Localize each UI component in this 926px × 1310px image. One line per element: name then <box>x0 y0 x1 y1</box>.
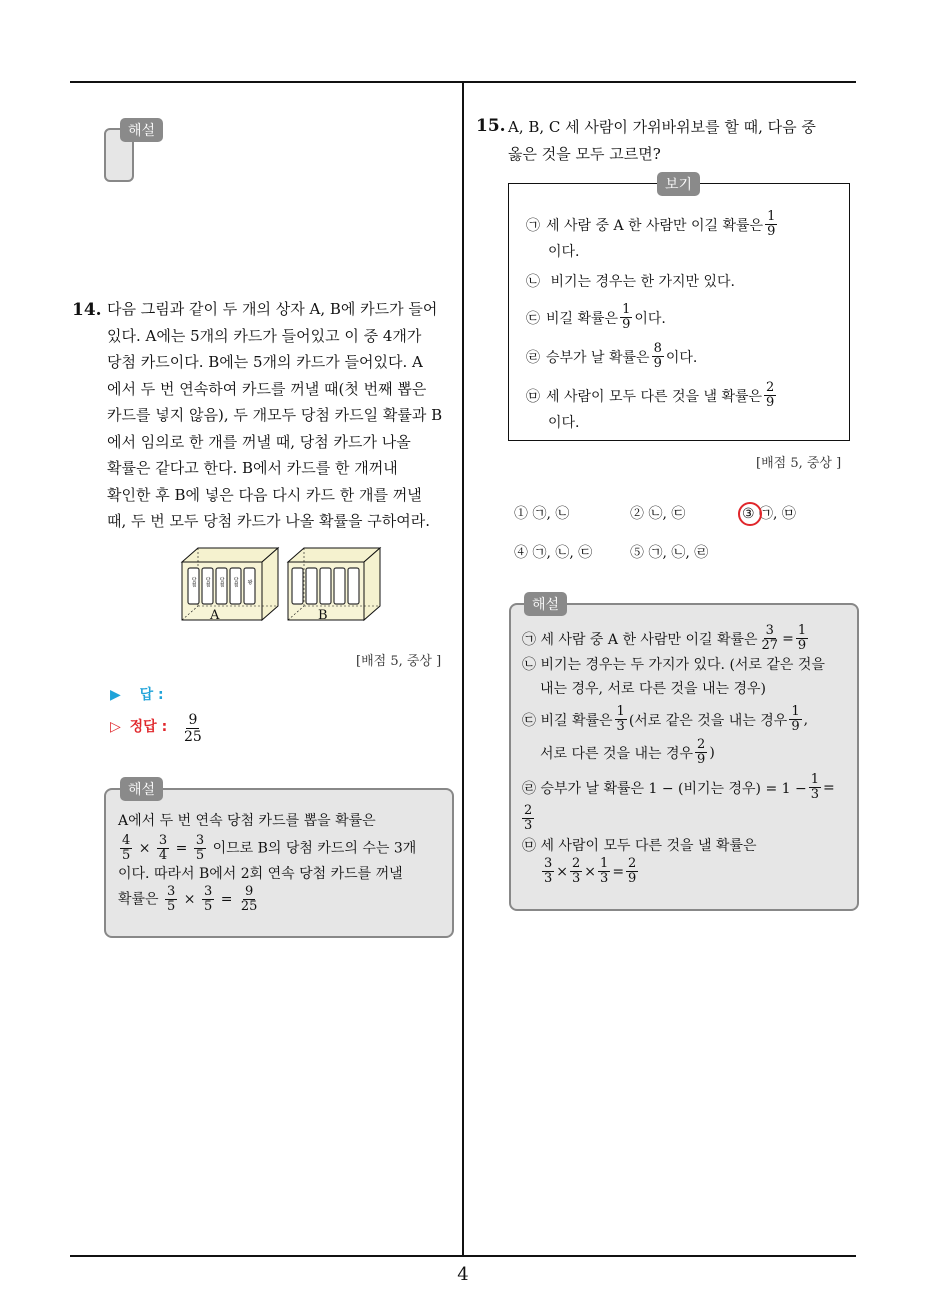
frac-num: 3 <box>158 833 168 848</box>
frac-den: 4 <box>158 848 168 863</box>
frac-num: 3 <box>195 833 205 848</box>
question-14-score: [배점 5, 중상 ] <box>356 654 442 669</box>
frac-num: 1 <box>622 302 631 317</box>
frac-den: 5 <box>195 848 205 863</box>
item-end: 이다. <box>665 349 698 366</box>
explain-c-text: ㉢ 비길 확률은 <box>522 712 613 729</box>
explain-a <box>522 624 852 653</box>
frac-den: 5 <box>167 899 176 914</box>
frac-den: 3 <box>544 871 553 886</box>
item-e-end: 이다. <box>548 415 580 431</box>
explain-e-formula <box>540 857 852 886</box>
frac-num: 1 <box>600 856 609 871</box>
times-sign: × <box>556 863 569 880</box>
choice-5[interactable]: ⑤ ㉠, ㉡, ㉣ <box>630 545 709 561</box>
explain-line-2 <box>118 834 448 863</box>
question-15-line-1: A, B, C 세 사람이 가위바위보를 할 때, 다음 중 <box>508 118 816 136</box>
explain-d-result <box>522 804 852 833</box>
example-item-d <box>526 342 842 371</box>
question-14-explain-tag: 해설 <box>120 777 163 801</box>
question-14-line: 확률은 같다고 한다. B에서 카드를 한 개꺼내 <box>107 459 398 477</box>
item-text: 세 사람 중 A 한 사람만 이길 확률은 <box>546 217 764 234</box>
frac-num: 3 <box>544 856 553 871</box>
item-end: 이다. <box>634 310 666 327</box>
example-box-tag: 보기 <box>657 172 700 196</box>
play-icon: ▶ <box>110 687 121 703</box>
page-number: 4 <box>457 1264 469 1285</box>
prev-explain-tag: 해설 <box>120 118 163 142</box>
explain-d <box>522 773 852 802</box>
card <box>334 568 345 604</box>
selected-mark <box>742 506 755 522</box>
frac-den: 9 <box>622 317 631 332</box>
close-paren: ) <box>709 744 715 761</box>
choice-2[interactable]: ② ㉡, ㉢ <box>630 506 686 522</box>
equals-sign: = <box>612 863 625 880</box>
example-item-c <box>526 303 842 332</box>
correct-answer-fraction <box>180 712 206 745</box>
explain-line-4 <box>118 885 448 914</box>
explain-line-3: 이다. 따라서 B에서 2회 연속 당첨 카드를 꺼낼 <box>118 866 403 882</box>
card-label: 꽝 <box>246 579 253 585</box>
question-15-explain-tag: 해설 <box>524 592 567 616</box>
answer-row <box>110 684 164 704</box>
question-14-line: 당첨 카드이다. B에는 5개의 카드가 들어있다. A <box>107 353 423 371</box>
card <box>306 568 317 604</box>
frac-den: 5 <box>203 899 213 914</box>
choice-3[interactable] <box>742 503 796 523</box>
card <box>348 568 359 604</box>
times-sign: × <box>138 840 151 857</box>
frac-num: 1 <box>810 772 820 787</box>
explain-line-4-text: 확률은 <box>118 891 159 908</box>
example-items <box>526 210 842 432</box>
correct-label: 정답 : <box>129 719 168 735</box>
frac-num: 2 <box>524 803 533 818</box>
card <box>320 568 331 604</box>
example-item-a <box>526 210 842 239</box>
choice-3-number: ③ <box>742 506 755 522</box>
card <box>292 568 303 604</box>
column-divider <box>462 82 464 1257</box>
question-15-line-2: 옳은 것을 모두 고르면? <box>508 144 661 163</box>
frac-num: 1 <box>767 209 776 224</box>
frac-num: 2 <box>628 856 637 871</box>
frac-den: 5 <box>122 848 131 863</box>
item-text: 비길 확률은 <box>546 310 619 327</box>
times-sign: × <box>183 891 196 908</box>
item-text: 세 사람이 모두 다른 것을 낼 확률은 <box>546 388 763 405</box>
correct-answer-row <box>110 716 167 736</box>
question-14-line: 에서 두 번 연속하여 카드를 꺼낼 때(첫 번째 뽑은 <box>107 379 427 398</box>
answer-label: 답 : <box>139 687 164 703</box>
explain-line-1: A에서 두 번 연속 당첨 카드를 뽑을 확률은 <box>118 813 376 829</box>
bottom-rule <box>70 1255 856 1257</box>
frac-num: 3 <box>203 884 213 899</box>
example-item-e <box>526 381 842 410</box>
question-14-line: 카드를 넣지 않음), 두 개모두 당첨 카드일 확률과 B <box>107 406 443 424</box>
explain-c2-text: 서로 다른 것을 내는 경우 <box>540 745 694 762</box>
question-14-line: 에서 임의로 한 개를 꺼낼 때, 당첨 카드가 나올 <box>107 432 411 451</box>
explain-a-text: ㉠ 세 사람 중 A 한 사람만 이길 확률은 <box>522 631 758 648</box>
frac-den: 3 <box>600 871 609 886</box>
comma: , <box>803 711 809 728</box>
frac-den: 3 <box>524 818 533 833</box>
item-mark: ㉤ <box>526 388 540 405</box>
question-14-line: 때, 두 번 모두 당첨 카드가 나올 확률을 구하여라. <box>107 512 430 530</box>
choice-3-text: ㉠, ㉤ <box>759 506 796 522</box>
frac-den: 9 <box>653 356 662 371</box>
question-15-text <box>508 114 848 167</box>
item-mark: ㉣ <box>526 349 540 366</box>
triangle-outline-icon: ▷ <box>110 719 121 735</box>
frac-num: 3 <box>167 884 176 899</box>
equals-sign: = <box>175 840 188 857</box>
frac-den: 9 <box>628 871 637 886</box>
explain-e-text: ㉤ 세 사람이 모두 다른 것을 낼 확률은 <box>522 838 757 854</box>
card-box-figure <box>178 544 383 624</box>
explain-d-text: ㉣ 승부가 날 확률은 1 − (비기는 경우) = 1 − <box>522 780 807 797</box>
question-15-number: 15. <box>476 116 506 136</box>
question-14-line: 확인한 후 B에 넣은 다음 다시 카드 한 개를 꺼낼 <box>107 485 422 504</box>
item-mark: ㉢ <box>526 310 540 327</box>
item-text: 승부가 날 확률은 <box>546 349 650 366</box>
frac-den: 3 <box>572 871 581 886</box>
example-item-b <box>526 271 842 291</box>
frac-den: 3 <box>616 719 625 734</box>
card-label: 당첨 <box>232 577 239 587</box>
frac-den: 3 <box>810 787 820 802</box>
question-14-line: 다음 그림과 같이 두 개의 상자 A, B에 카드가 들어 <box>107 300 438 318</box>
frac-den: 27 <box>761 638 779 653</box>
frac-num: 1 <box>797 623 807 638</box>
explain-line-2-text: 이므로 B의 당첨 카드의 수는 3개 <box>212 840 417 857</box>
frac-num: 2 <box>766 380 775 395</box>
item-text: 비기는 경우는 한 가지만 있다. <box>550 274 735 290</box>
equals-sign: = <box>782 630 794 647</box>
correct-numerator: 9 <box>188 712 198 728</box>
card-label: 당첨 <box>190 577 197 587</box>
frac-den: 9 <box>697 752 706 767</box>
times-sign: × <box>584 863 597 880</box>
explain-b-line-1: ㉡ 비기는 경우는 두 가지가 있다. (서로 같은 것을 <box>522 657 825 673</box>
frac-num: 9 <box>245 884 254 899</box>
item-mark: ㉡ <box>526 274 540 290</box>
question-14-number: 14. <box>72 300 102 320</box>
choice-4[interactable]: ④ ㉠, ㉡, ㉢ <box>514 545 593 561</box>
question-14-explain-text <box>118 810 448 914</box>
correct-denominator: 25 <box>184 729 202 745</box>
figure-label-a: A <box>210 608 220 623</box>
frac-den: 9 <box>766 395 775 410</box>
card <box>244 568 255 604</box>
choice-1[interactable]: ① ㉠, ㉡ <box>514 506 570 522</box>
explain-c-line-2 <box>540 738 852 767</box>
frac-num: 1 <box>791 704 800 719</box>
figure-label-b: B <box>318 608 328 623</box>
frac-num: 1 <box>616 704 625 719</box>
frac-den: 9 <box>767 224 776 239</box>
frac-den: 9 <box>791 719 800 734</box>
frac-den: 25 <box>240 899 258 914</box>
question-15-explain-text <box>522 624 852 886</box>
item-a-end: 이다. <box>548 244 580 260</box>
item-mark: ㉠ <box>526 217 540 234</box>
equals-sign: = <box>823 779 835 796</box>
red-circle-mark <box>738 502 762 526</box>
card-label: 당첨 <box>204 577 211 587</box>
frac-num: 3 <box>765 623 774 638</box>
frac-den: 9 <box>797 638 807 653</box>
equals-sign: = <box>220 891 233 908</box>
question-14-text <box>107 296 457 535</box>
question-15-score: [배점 5, 중상 ] <box>756 456 842 471</box>
explain-b-line-2: 내는 경우, 서로 다른 것을 내는 경우) <box>540 681 766 697</box>
frac-num: 2 <box>697 737 706 752</box>
frac-num: 8 <box>653 341 662 356</box>
card-label: 당첨 <box>218 577 225 587</box>
frac-num: 2 <box>572 856 581 871</box>
explain-c <box>522 705 852 734</box>
explain-c-mid: (서로 같은 것을 내는 경우 <box>628 712 788 729</box>
frac-num: 4 <box>122 833 131 848</box>
question-14-line: 있다. A에는 5개의 카드가 들어있고 이 중 4개가 <box>107 326 422 345</box>
